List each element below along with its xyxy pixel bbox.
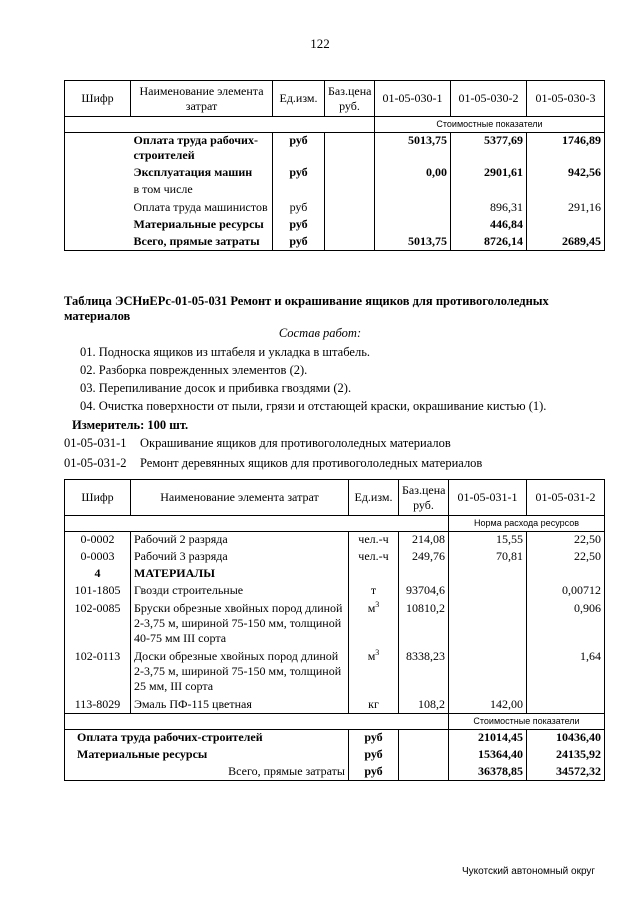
t2-row-v2: 0,00712 — [527, 583, 605, 601]
t1-row-name: Оплата труда машинистов — [133, 199, 268, 214]
t2-total-unit: руб — [349, 747, 399, 764]
code-1-text: Окрашивание ящиков для противогололедных материалов — [140, 436, 451, 450]
t2-row-code: 101-1805 — [65, 583, 131, 601]
t1-row-v2: 2901,61 — [451, 165, 527, 182]
t2-row-v2: 22,50 — [527, 549, 605, 566]
t2-header-col1: 01-05-031-1 — [449, 480, 527, 516]
t2-row-code: 102-0113 — [65, 649, 131, 697]
t1-row-name: в том числе — [133, 181, 193, 196]
t2-total-name: Материальные ресурсы — [65, 747, 349, 764]
t2-row-code: 0-0003 — [65, 549, 131, 566]
t2-total-v2: 34572,32 — [527, 764, 605, 781]
t1-row-name: Материальные ресурсы — [133, 216, 264, 231]
t2-header-code: Шифр — [65, 480, 131, 516]
t2-total-name: Всего, прямые затраты — [65, 764, 349, 781]
t2-row-price: 249,76 — [399, 549, 449, 566]
t2-row-name: Бруски обрезные хвойных пород длиной 2-3,75 м, шириной 75-150 мм, толщиной 40-75 мм III сорта — [131, 601, 349, 649]
t2-row-v2: 22,50 — [527, 532, 605, 549]
t2-row-unit: м — [367, 648, 376, 663]
t2-row-unit-cell — [349, 601, 399, 649]
t2-row-code: 113-8029 — [65, 697, 131, 714]
t2-header-price: Баз.цена руб. — [399, 480, 449, 516]
t1-row-name: Оплата труда рабочих-строителей — [131, 133, 273, 165]
t2-row-v1: 15,55 — [449, 532, 527, 549]
t1-row-unit: руб — [273, 133, 325, 165]
t1-row-v3: 2689,45 — [527, 234, 605, 251]
t2-row-v2: 0,906 — [527, 601, 605, 649]
t1-header-price: Баз.цена руб. — [325, 81, 375, 117]
t2-row-price: 10810,2 — [399, 601, 449, 649]
t2-total-v2: 24135,92 — [527, 747, 605, 764]
t2-row-v2: 1,64 — [527, 649, 605, 697]
t2-total-v2: 10436,40 — [527, 730, 605, 747]
t1-row-unit: руб — [273, 200, 325, 217]
t2-row-price: 214,08 — [399, 532, 449, 549]
t1-row-name: Эксплуатация машин — [133, 164, 253, 179]
resources-table-2 — [64, 479, 605, 781]
t2-row-code: 4 — [65, 566, 131, 583]
table2-title: Таблица ЭСНиЕРс-01-05-031 Ремонт и окрашивание ящиков для противогололедных материалов — [64, 294, 549, 323]
t2-row-unit-cell — [349, 649, 399, 697]
t1-row-v2: 896,31 — [451, 200, 527, 217]
t2-row-v1 — [449, 649, 527, 697]
t2-total-name: Оплата труда рабочих-строителей — [65, 730, 349, 747]
t1-row-v3: 291,16 — [527, 200, 605, 217]
t1-header-col3: 01-05-030-3 — [527, 81, 605, 117]
t1-row-v1: 0,00 — [375, 165, 451, 182]
code-1: 01-05-031-1 — [64, 436, 127, 450]
t2-row-unit: т — [349, 583, 399, 601]
composition-item: 03. Перепиливание досок и прибивка гвоздями (2). — [80, 381, 352, 395]
page-number: 122 — [310, 36, 330, 51]
t2-row-name: Рабочий 3 разряда — [131, 549, 349, 566]
t2-row-unit-sup: 3 — [375, 647, 380, 657]
t2-row-unit: чел.-ч — [349, 532, 399, 549]
composition-item: 01. Подноска ящиков из штабеля и укладка в штабель. — [80, 345, 371, 359]
t2-row-code: 0-0002 — [65, 532, 131, 549]
t2-row-unit: кг — [349, 697, 399, 714]
t2-row-name: Рабочий 2 разряда — [131, 532, 349, 549]
t1-row-v3 — [527, 217, 605, 234]
t2-total-v1: 36378,85 — [449, 764, 527, 781]
t2-header-name: Наименование элемента затрат — [131, 480, 349, 516]
t1-header-unit: Ед.изм. — [273, 81, 325, 117]
t1-header-name: Наименование элемента затрат — [131, 81, 273, 117]
cost-table-1 — [64, 80, 605, 251]
t1-row-v1 — [375, 200, 451, 217]
composition-item: 02. Разборка поврежденных элементов (2). — [80, 363, 308, 377]
t2-total-v1: 15364,40 — [449, 747, 527, 764]
t1-row-v2: 446,84 — [451, 217, 527, 234]
t1-header-col2: 01-05-030-2 — [451, 81, 527, 117]
t1-row-v3: 942,56 — [527, 165, 605, 182]
t2-row-unit: чел.-ч — [349, 549, 399, 566]
t1-header-col1: 01-05-030-1 — [375, 81, 451, 117]
t1-row-unit: руб — [273, 217, 325, 234]
t2-norm-label: Норма расхода ресурсов — [449, 516, 605, 532]
t2-row-v1 — [449, 601, 527, 649]
t2-row-name: МАТЕРИАЛЫ — [131, 566, 349, 583]
t1-row-v2: 8726,14 — [451, 234, 527, 251]
t1-cost-label: Стоимостные показатели — [375, 117, 605, 133]
t2-row-unit-sup: 3 — [375, 599, 380, 609]
t2-row-v1: 142,00 — [449, 697, 527, 714]
t2-row-name: Эмаль ПФ-115 цветная — [131, 697, 349, 714]
t2-row-price: 108,2 — [399, 697, 449, 714]
t2-total-unit: руб — [349, 730, 399, 747]
t1-row-unit: руб — [273, 165, 325, 182]
meter: Измеритель: 100 шт. — [72, 418, 189, 432]
t1-header-code: Шифр — [65, 81, 131, 117]
footer-region: Чукотский автономный округ — [462, 866, 596, 877]
t2-row-v2 — [527, 697, 605, 714]
t1-row-v1 — [375, 217, 451, 234]
t2-header-unit: Ед.изм. — [349, 480, 399, 516]
composition-title: Состав работ: — [278, 326, 362, 340]
t2-row-v1: 70,81 — [449, 549, 527, 566]
t2-total-unit: руб — [349, 764, 399, 781]
t2-header-col2: 01-05-031-2 — [527, 480, 605, 516]
t2-row-price: 8338,23 — [399, 649, 449, 697]
t2-row-name: Доски обрезные хвойных пород длиной 2-3,75 м, шириной 75-150 мм, толщиной 25 мм, III сорта — [131, 649, 349, 697]
t1-row-v3: 1746,89 — [527, 133, 605, 165]
t1-row-v2: 5377,69 — [451, 133, 527, 165]
t2-row-unit: м — [367, 600, 376, 615]
t2-total-v1: 21014,45 — [449, 730, 527, 747]
t1-row-v1: 5013,75 — [375, 133, 451, 165]
code-2: 01-05-031-2 — [64, 456, 127, 470]
code-2-text: Ремонт деревянных ящиков для противогололедных материалов — [140, 456, 483, 470]
t2-row-v1 — [449, 583, 527, 601]
t2-cost-label: Стоимостные показатели — [449, 714, 605, 730]
t1-row-v1: 5013,75 — [375, 234, 451, 251]
t1-row-unit: руб — [273, 234, 325, 251]
t2-row-price: 93704,6 — [399, 583, 449, 601]
t1-row-name: Всего, прямые затраты — [131, 234, 273, 251]
composition-item: 04. Очистка поверхности от пыли, грязи и отстающей краски, окрашивание кистью (1). — [80, 399, 547, 413]
t2-row-code: 102-0085 — [65, 601, 131, 649]
t2-row-name: Гвозди строительные — [131, 583, 349, 601]
